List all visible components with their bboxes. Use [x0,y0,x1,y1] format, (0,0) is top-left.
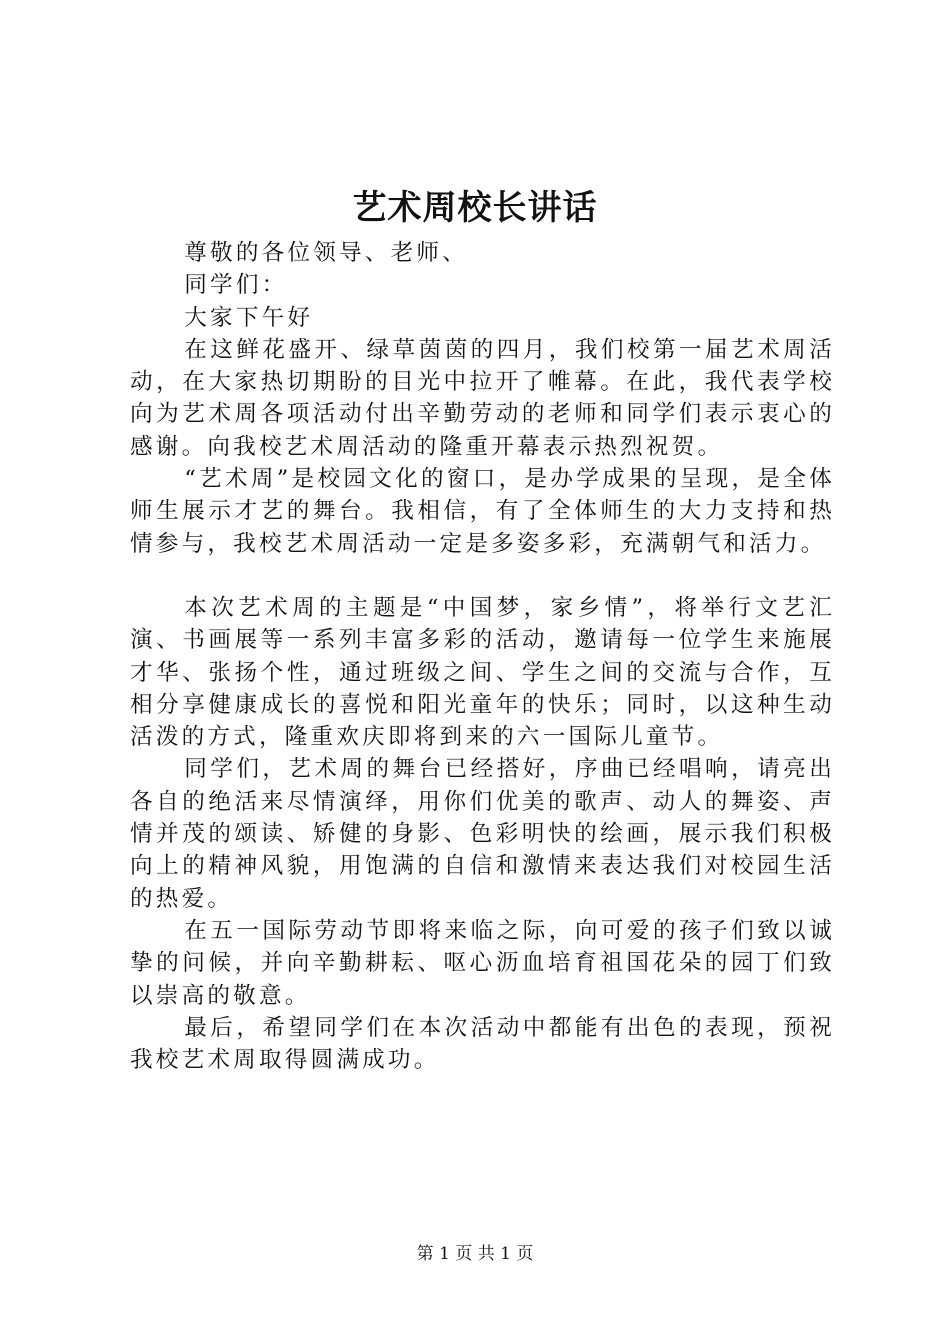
document-title: 艺术周校长讲话 [352,188,598,228]
salutation-line-1: 尊敬的各位领导、老师、 [184,240,468,266]
body-paragraph: 本次艺术周的主题是“中国梦，家乡情”，将举行文艺汇演、书画展等一系列丰富多彩的活动，邀请每一位学生来施展才华、张扬个性，通过班级之间、学生之间的交流与合作，互相分享健康成长的喜悦和阳光童年的快乐；同时，以这种生动活泼的方式，隆重欢庆即将到来的六一国际儿童节。 [130,594,835,751]
greeting-line: 大家下午好 [184,304,314,331]
closing-paragraph: 最后，希望同学们在本次活动中都能有出色的表现，预祝我校艺术周取得圆满成功。 [130,1014,835,1074]
page-footer: 第 1 页 共 1 页 [416,1244,534,1264]
body-paragraph: 在这鲜花盛开、绿草茵茵的四月，我们校第一届艺术周活动，在大家热切期盼的目光中拉开了帷幕。在此，我代表学校向为艺术周各项活动付出辛勤劳动的老师和同学们表示衷心的感谢。向我校艺术周活动的隆重开幕表示热烈祝贺。 [130,336,835,460]
body-paragraph: “艺术周”是校园文化的窗口，是办学成果的呈现，是全体师生展示才艺的舞台。我相信，有了全体师生的大力支持和热情参与，我校艺术周活动一定是多姿多彩，充满朝气和活力。 [130,466,835,557]
document-body [130,237,835,1076]
body-paragraph: 同学们，艺术周的舞台已经搭好，序曲已经唱响，请亮出各自的绝活来尽情演绎，用你们优美的歌声、动人的舞姿、声情并茂的颂读、矫健的身影、色彩明快的绘画，展示我们积极向上的精神风貌，用饱满的自信和激情来表达我们对校园生活的热爱。 [130,756,835,912]
salutation-line-2: 同学们： [184,272,288,299]
body-paragraph: 在五一国际劳动节即将来临之际，向可爱的孩子们致以诚挚的问候，并向辛勤耕耘、呕心沥血培育祖国花朵的园丁们致以崇高的敬意。 [130,917,835,1009]
